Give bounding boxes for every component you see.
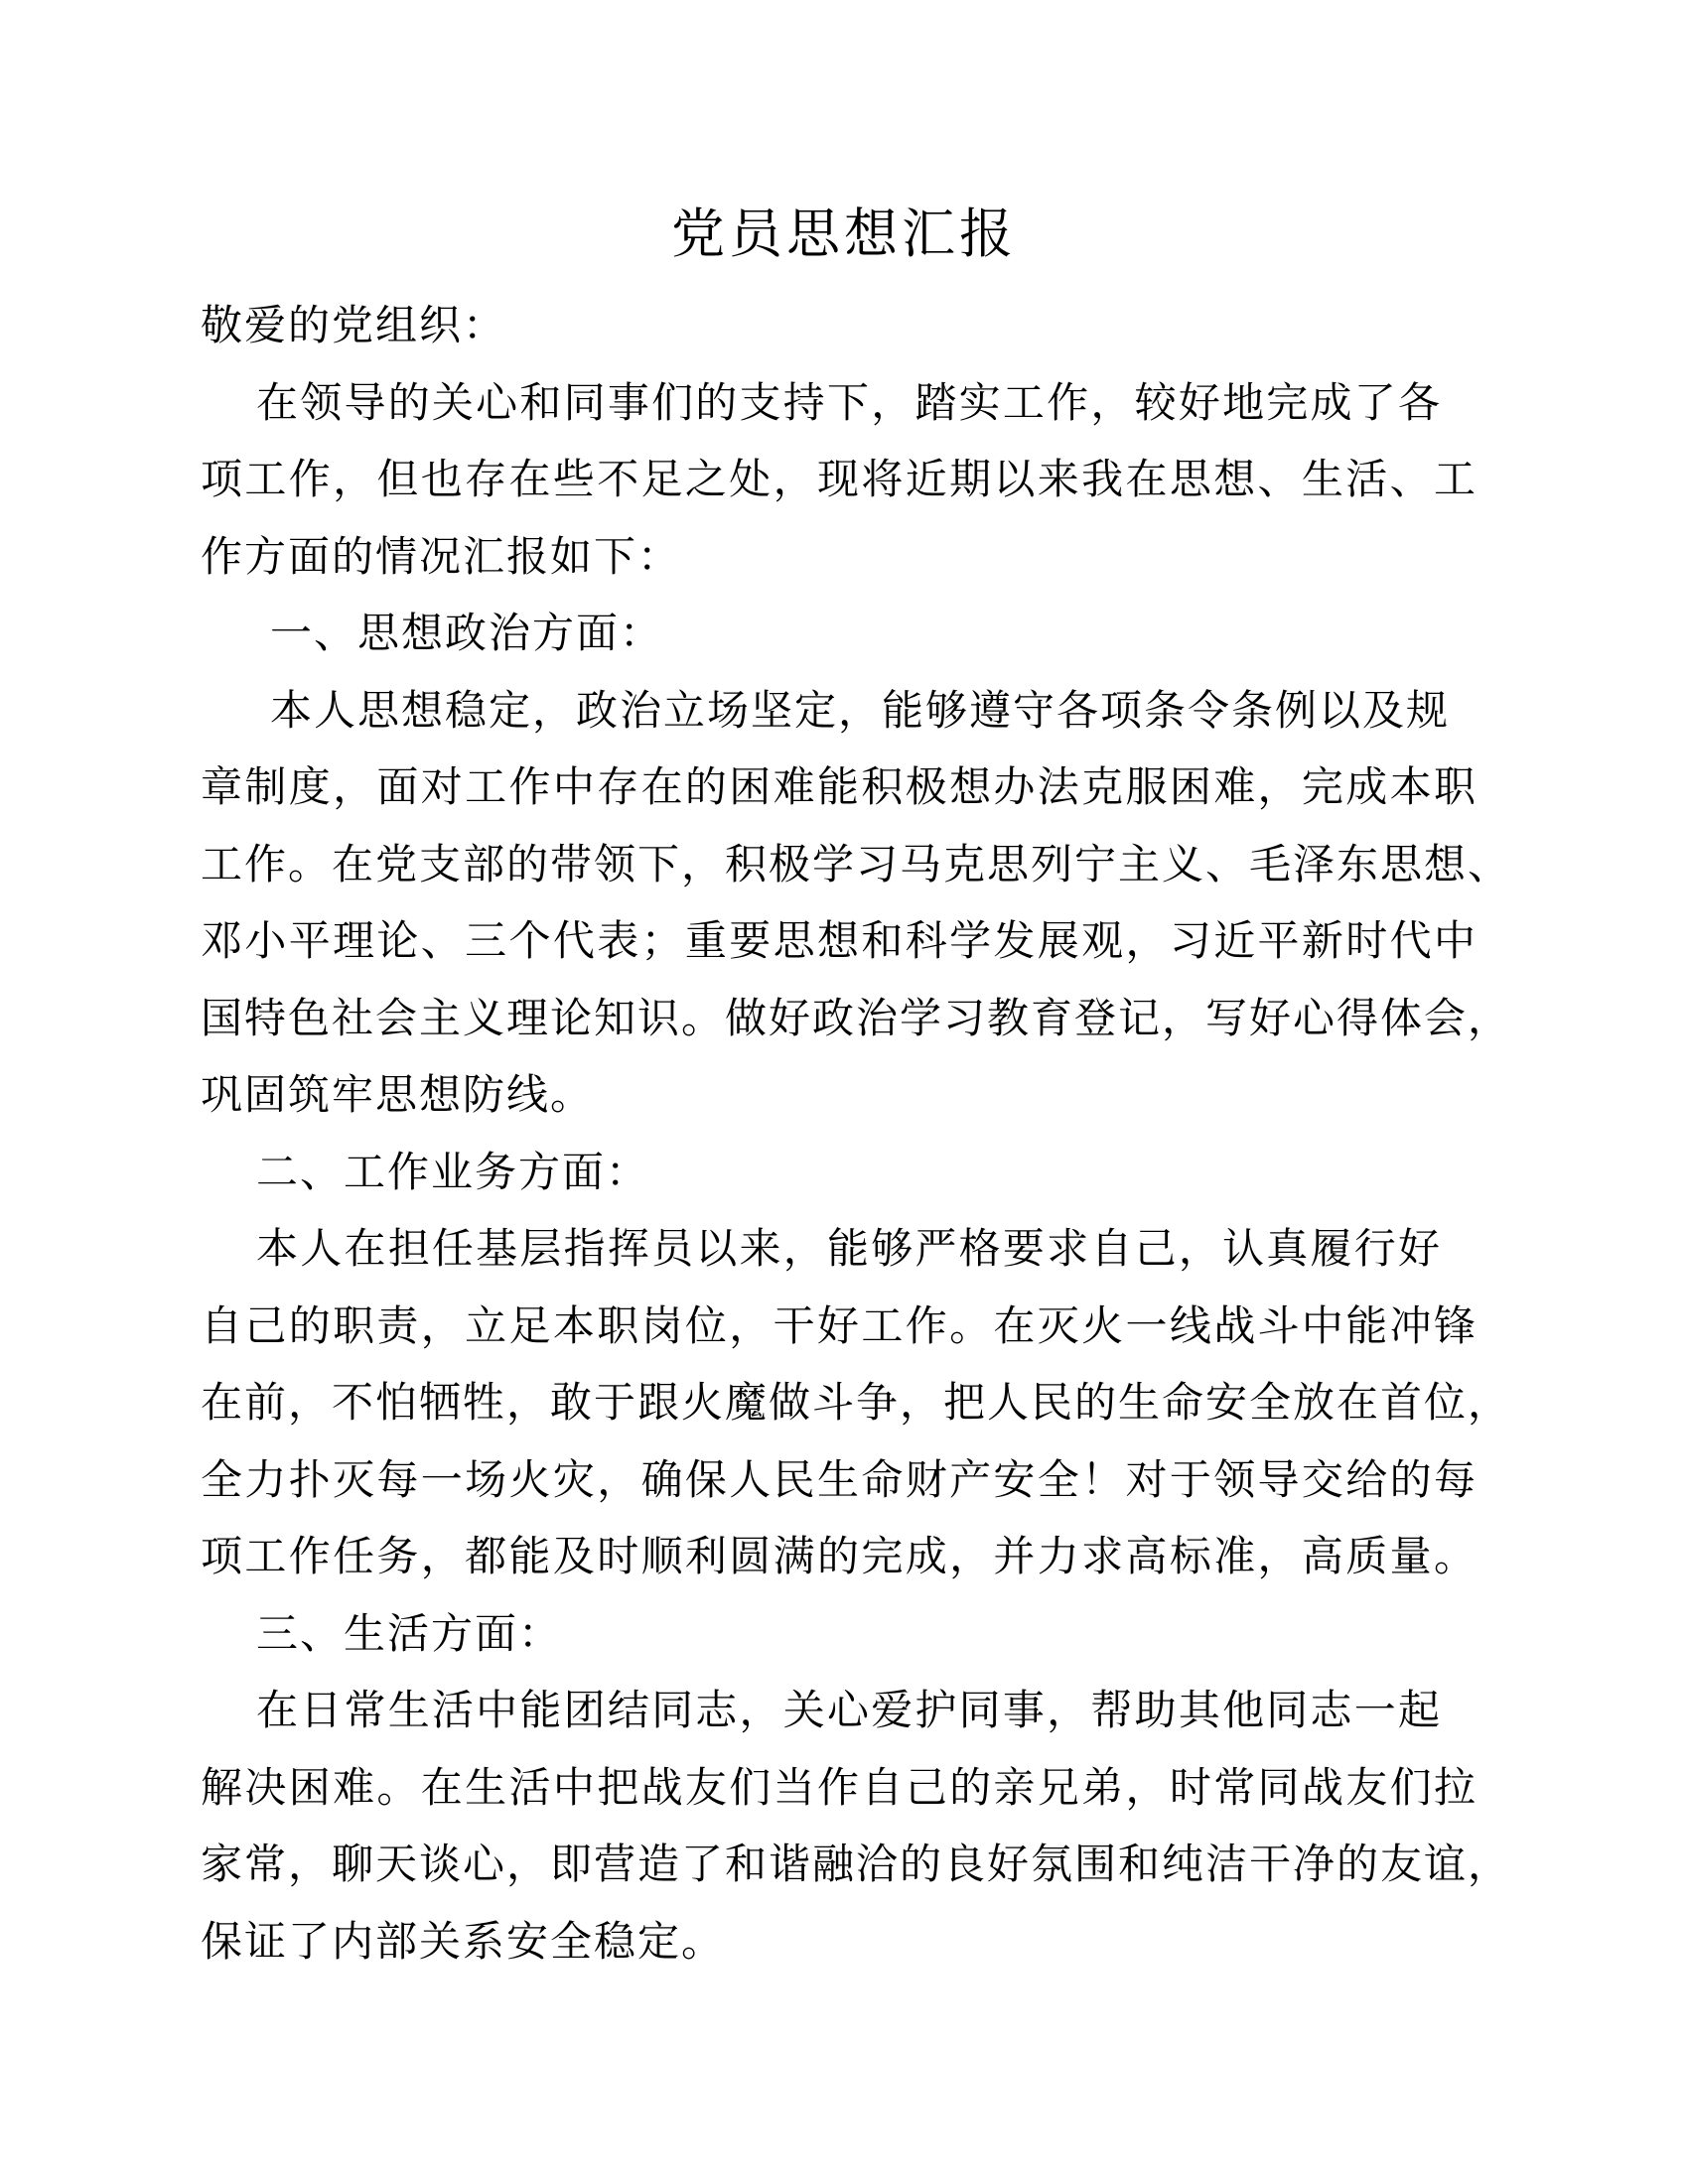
body-text-line: 国特色社会主义理论知识。做好政治学习教育登记，写好心得体会， [201, 993, 1512, 1042]
body-text-line: 解决困难。在生活中把战友们当作自己的亲兄弟，时常同战友们拉 [201, 1762, 1477, 1812]
body-text-line: 作方面的情况汇报如下： [201, 531, 682, 581]
body-text-line: 项工作，但也存在些不足之处，现将近期以来我在思想、生活、工 [201, 455, 1477, 503]
body-text-line: 项工作任务，都能及时顺利圆满的完成，并力求高标准，高质量。 [201, 1532, 1477, 1580]
body-text-line: 家常，聊天谈心，即营造了和谐融洽的良好氛围和纯洁干净的友谊， [201, 1840, 1512, 1888]
section-heading: 一、思想政治方面： [270, 609, 664, 657]
body-text-line: 章制度，面对工作中存在的困难能积极想办法克服困难，完成本职 [201, 762, 1477, 811]
body-text-line: 巩固筑牢思想防线。 [201, 1070, 595, 1119]
body-text-line: 在领导的关心和同事们的支持下，踏实工作，较好地完成了各 [256, 377, 1442, 427]
body-text-line: 在前，不怕牺牲，敢于跟火魔做斗争，把人民的生命安全放在首位， [201, 1378, 1512, 1427]
body-text-line: 本人思想稳定，政治立场坚定，能够遵守各项条令条例以及规 [270, 685, 1451, 735]
body-text-line: 全力扑灭每一场火灾，确保人民生命财产安全！对于领导交给的每 [201, 1454, 1477, 1504]
body-text-line: 邓小平理论、三个代表；重要思想和科学发展观，习近平新时代中 [201, 916, 1477, 965]
section-heading: 二、工作业务方面： [256, 1147, 650, 1196]
salutation: 敬爱的党组织： [201, 301, 507, 349]
body-text-line: 在日常生活中能团结同志，关心爱护同事，帮助其他同志一起 [256, 1686, 1442, 1734]
body-text-line: 保证了内部关系安全稳定。 [201, 1916, 726, 1966]
body-text-line: 工作。在党支部的带领下，积极学习马克思列宁主义、毛泽东思想、 [201, 839, 1512, 888]
body-text-line: 本人在担任基层指挥员以来，能够严格要求自己，认真履行好 [256, 1224, 1442, 1273]
body-text-line: 自己的职责，立足本职岗位，干好工作。在灭火一线战斗中能冲锋 [201, 1300, 1477, 1350]
document-title: 党员思想汇报 [671, 203, 1017, 265]
section-heading: 三、生活方面： [256, 1608, 563, 1658]
